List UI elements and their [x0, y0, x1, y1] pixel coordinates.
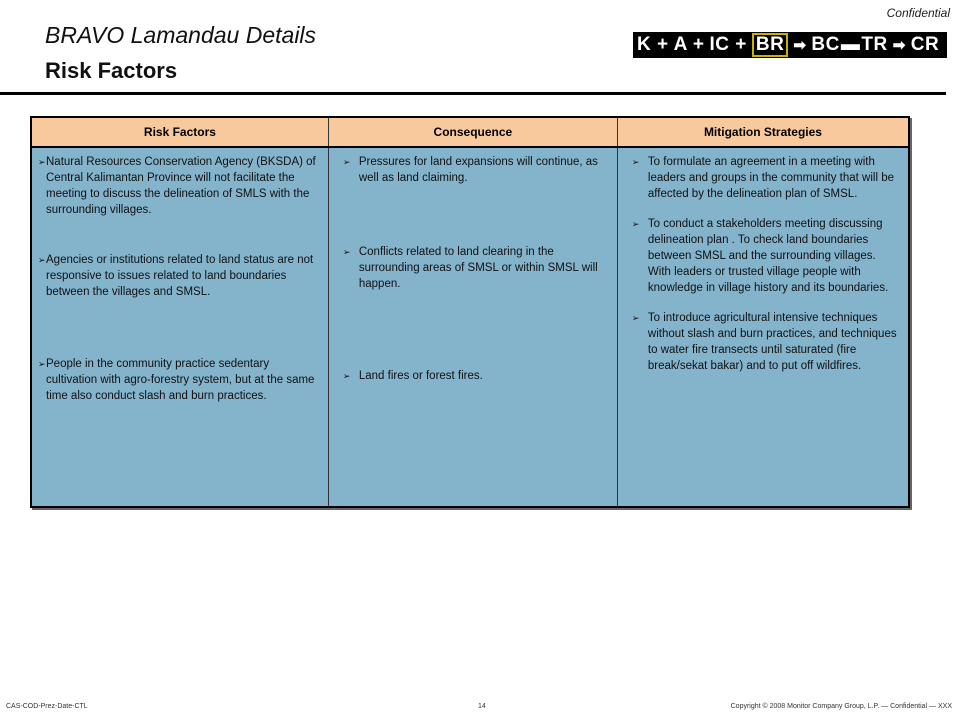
mitigation-text: To introduce agricultural intensive techniques without slash and burn practices, and techniques to water fire transects until saturated (fire break/sekat bakar) and to put off wildfires. [647, 312, 897, 372]
brand-br: BR [752, 33, 788, 57]
list-item [38, 356, 318, 404]
dash-icon: ▬ [840, 34, 861, 55]
risk-table [30, 116, 910, 508]
confidential-label: Confidential [886, 6, 950, 20]
brand-a: A + [673, 34, 705, 55]
risk-factors-cell [31, 147, 328, 507]
mitigation-cell [617, 147, 909, 507]
list-item [343, 368, 607, 384]
arrow-icon: ➡ [892, 37, 906, 54]
bullet-arrow-icon: ➢ [631, 313, 640, 323]
bullet-arrow-icon: ➢ [342, 371, 351, 381]
risk-factor-text: Agencies or institutions related to land status are not responsive to issues related to land boundaries between the villages and SMSL. [46, 254, 314, 298]
list-item [38, 252, 318, 356]
list-item [632, 310, 898, 374]
bullet-arrow-icon: ➢ [342, 247, 351, 257]
footer-page-number: 14 [478, 703, 486, 710]
header-mitigation: Mitigation Strategies [617, 117, 909, 147]
bullet-arrow-icon: ➢ [38, 157, 46, 167]
brand-cr: CR [910, 34, 940, 55]
bullet-arrow-icon: ➢ [38, 359, 46, 369]
mitigation-text: To conduct a stakeholders meeting discussing delineation plan . To check land boundaries between SMSL and the surrounding villages. With leaders or trusted village people with knowledge in village history and its boundaries. [647, 218, 889, 294]
footer-doc-id: CAS-COD-Prez-Date-CTL [6, 703, 88, 710]
page-title: BRAVO Lamandau Details [45, 22, 317, 48]
arrow-icon: ➡ [793, 37, 807, 54]
consequence-text: Land fires or forest fires. [358, 370, 483, 382]
consequence-text: Conflicts related to land clearing in the surrounding areas of SMSL or within SMSL will happen. [358, 246, 598, 290]
list-item [343, 154, 607, 244]
brand-ic: IC + [709, 34, 747, 55]
list-item [632, 154, 898, 202]
header-risk-factors: Risk Factors [31, 117, 328, 147]
header-consequence: Consequence [328, 117, 617, 147]
list-item [632, 216, 898, 296]
bullet-arrow-icon: ➢ [38, 255, 46, 265]
page-subtitle: Risk Factors [45, 58, 178, 83]
title-divider [0, 92, 946, 95]
list-item [343, 244, 607, 368]
brand-logo [633, 32, 947, 58]
bullet-arrow-icon: ➢ [631, 219, 640, 229]
risk-factor-text: People in the community practice sedentary cultivation with agro-forestry system, but at the same time also conduct slash and burn practices. [46, 358, 315, 402]
bullet-arrow-icon: ➢ [631, 157, 640, 167]
risk-factor-text: Natural Resources Conservation Agency (BKSDA) of Central Kalimantan Province will not facilitate the meeting to discuss the delineation of SMLS with the surrounding villages. [46, 156, 316, 216]
brand-bc: BC [811, 34, 840, 55]
list-item [38, 154, 318, 252]
footer-copyright: Copyright © 2008 Monitor Company Group, L.P. — Confidential — XXX [730, 703, 952, 710]
brand-tr: TR [861, 34, 888, 55]
brand-k: K + [637, 34, 669, 55]
consequence-cell [328, 147, 617, 507]
mitigation-text: To formulate an agreement in a meeting with leaders and groups in the community that will be affected by the delineation plan of SMSL. [647, 156, 895, 200]
bullet-arrow-icon: ➢ [342, 157, 351, 167]
consequence-text: Pressures for land expansions will continue, as well as land claiming. [358, 156, 598, 184]
